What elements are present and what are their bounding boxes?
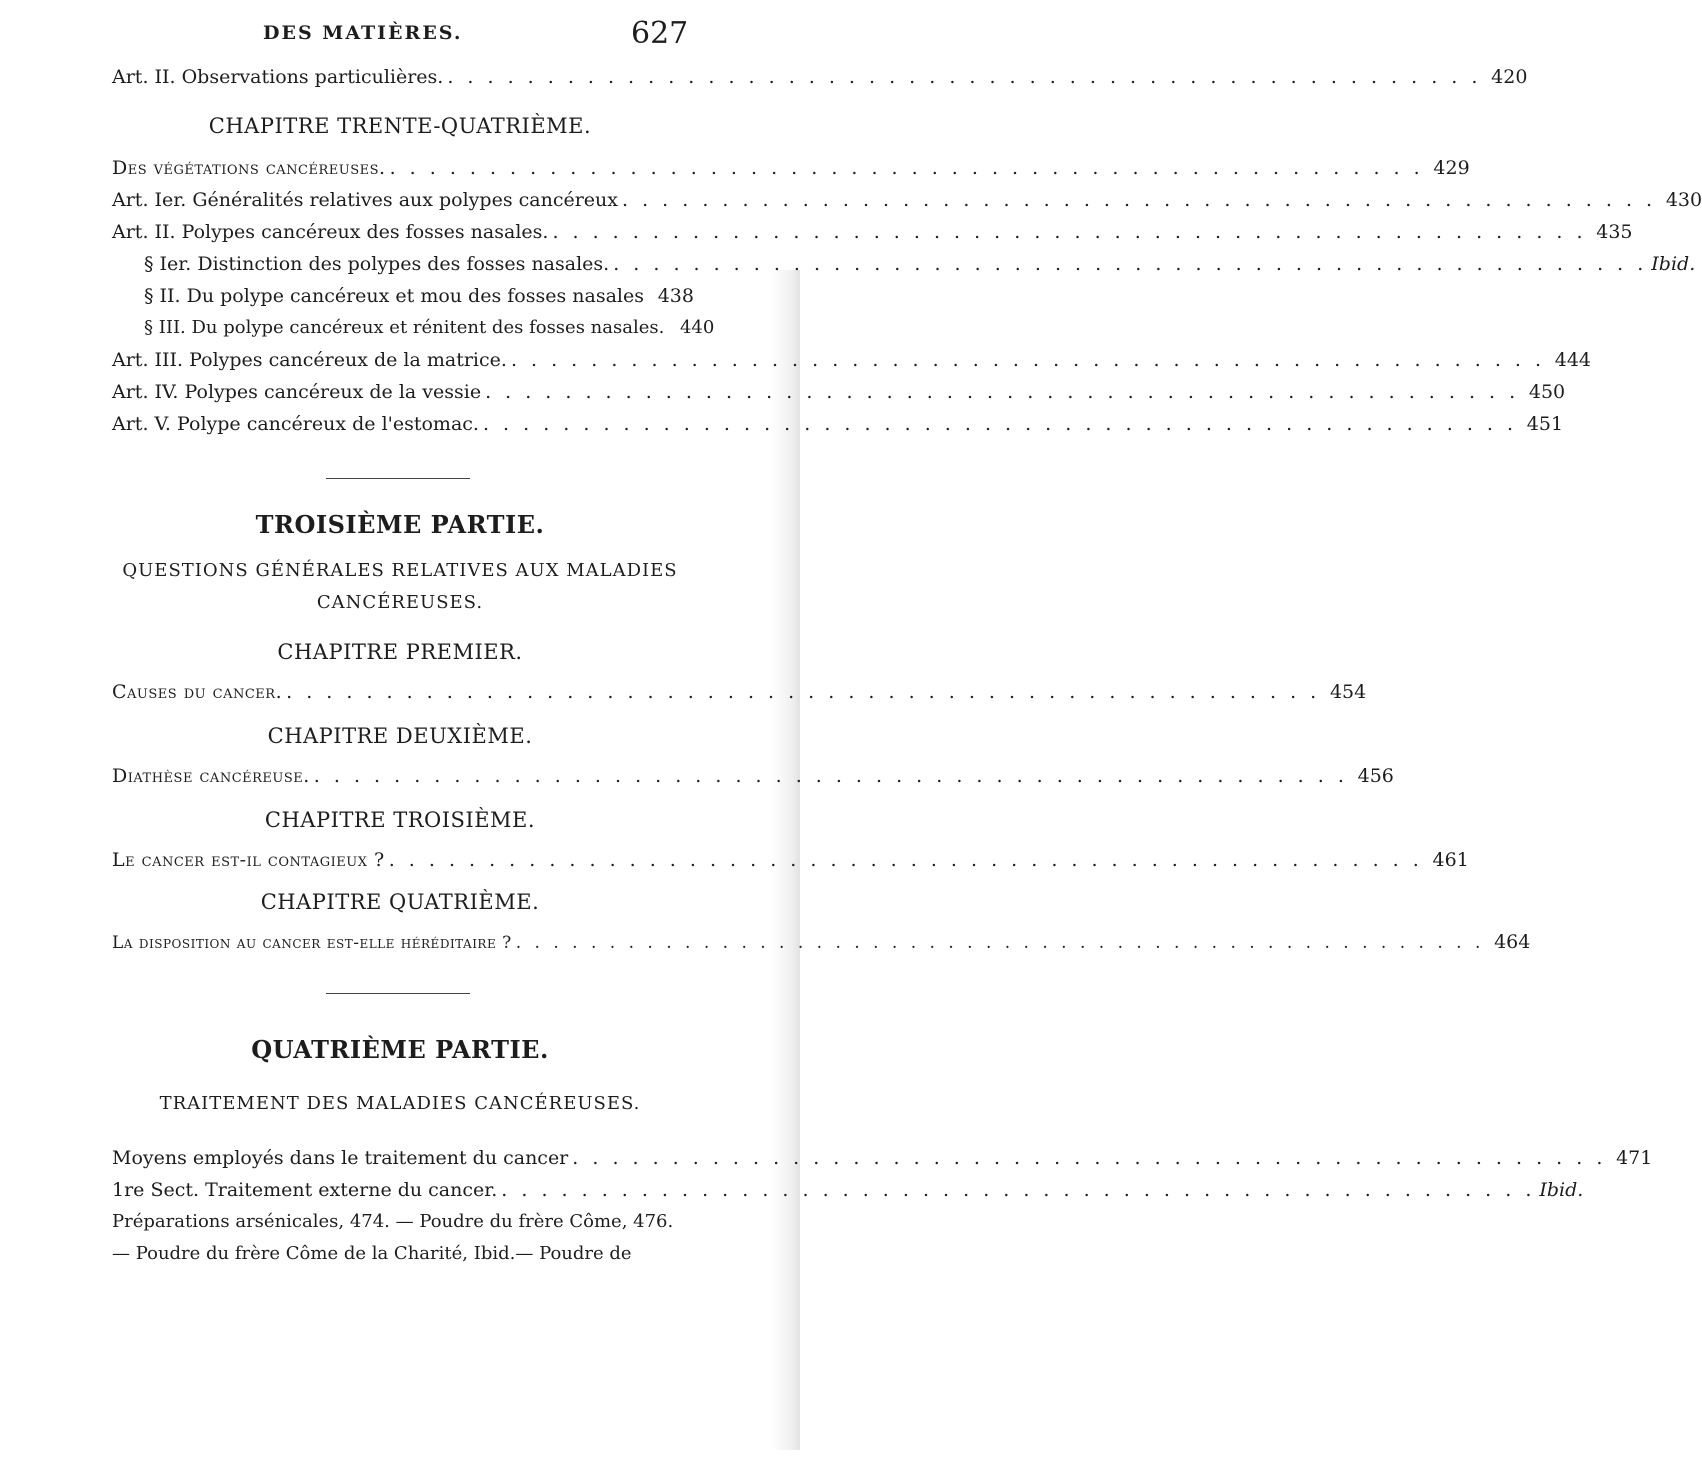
chapter-heading: CHAPITRE PREMIER.: [277, 640, 523, 664]
toc-entry-page: 429: [1433, 157, 1470, 179]
body-paragraph-line: Préparations arsénicales, 474. — Poudre du frère Côme, 476.: [112, 1211, 674, 1232]
toc-entry-label: Diathèse cancéreuse.: [112, 765, 310, 787]
chapter-heading: CHAPITRE QUATRIÈME.: [260, 890, 540, 914]
running-header: [0, 14, 800, 54]
page-number: 627: [631, 16, 689, 51]
toc-entry-page: 444: [1554, 349, 1592, 371]
part-heading: QUATRIÈME PARTIE.: [251, 1035, 549, 1064]
toc-entry: [112, 1179, 1584, 1205]
toc-entry: [112, 157, 1470, 183]
toc-entry-label: Art. II. Observations particulières.: [112, 66, 444, 88]
part-subheading: CANCÉREUSES.: [316, 592, 484, 613]
dot-leader: [314, 765, 1348, 787]
toc-entry: [112, 849, 1469, 875]
toc-entry: [144, 253, 1696, 279]
part-heading: TROISIÈME PARTIE.: [255, 510, 545, 539]
part-subheading: TRAITEMENT DES MALADIES CANCÉREUSES.: [159, 1093, 641, 1114]
dot-leader: [572, 1147, 1606, 1169]
toc-entry: [112, 349, 1592, 375]
toc-entry-page: 450: [1528, 381, 1566, 403]
chapter-heading: CHAPITRE DEUXIÈME.: [267, 724, 533, 748]
chapter-heading: CHAPITRE TROISIÈME.: [264, 808, 536, 832]
dot-leader: [613, 253, 1647, 275]
dot-leader: [622, 189, 1656, 211]
toc-entry-page: 456: [1357, 765, 1394, 787]
toc-entry-page: 464: [1494, 931, 1531, 953]
toc-entry-label: Causes du cancer.: [112, 681, 283, 703]
dot-leader: [552, 221, 1586, 243]
toc-entry-label: Art. Ier. Généralités relatives aux polypes cancéreux: [112, 189, 618, 211]
toc-entry: [112, 189, 1702, 215]
toc-entry-page: 471: [1616, 1147, 1653, 1169]
toc-entry: [112, 931, 1531, 957]
dot-leader: [483, 413, 1517, 435]
toc-entry: [112, 1147, 1653, 1173]
dot-leader: [511, 349, 1545, 371]
toc-entry-label: La disposition au cancer est-elle héréditaire ?: [112, 933, 512, 953]
toc-entry: [144, 285, 694, 311]
part-subheading: QUESTIONS GÉNÉRALES RELATIVES AUX MALADIES: [122, 560, 678, 581]
toc-entry-page: 440: [679, 317, 715, 338]
toc-entry-page: 430: [1665, 189, 1702, 211]
dot-leader: [390, 157, 1424, 179]
toc-entry-page: 454: [1329, 681, 1367, 703]
toc-entry: [112, 765, 1394, 791]
toc-entry-page: Ibid.: [1539, 1179, 1584, 1201]
toc-entry-page: 461: [1432, 849, 1469, 871]
toc-entry-label: Le cancer est-il contagieux ?: [112, 849, 385, 871]
toc-entry-page: 451: [1526, 413, 1564, 435]
toc-entry: [112, 66, 1528, 92]
dot-leader: [447, 66, 1481, 88]
toc-entry: [144, 317, 715, 343]
dot-leader: [389, 849, 1423, 871]
toc-entry: [112, 381, 1566, 407]
toc-entry: [112, 413, 1564, 439]
body-paragraph-line: — Poudre du frère Côme de la Charité, Ibid.— Poudre de: [112, 1243, 632, 1264]
toc-entry: [112, 221, 1633, 247]
dot-leader: [516, 933, 1485, 953]
running-title: DES MATIÈRES.: [263, 22, 463, 44]
toc-entry-label: § II. Du polype cancéreux et mou des fosses nasales: [144, 285, 644, 307]
toc-entry-label: 1re Sect. Traitement externe du cancer.: [112, 1179, 498, 1201]
dot-leader: [485, 381, 1519, 403]
toc-entry-label: Art. IV. Polypes cancéreux de la vessie: [112, 381, 482, 403]
toc-entry: [112, 681, 1367, 707]
dot-leader: [501, 1179, 1535, 1201]
toc-entry-page: 438: [657, 285, 694, 307]
toc-entry-label: § Ier. Distinction des polypes des fosses nasales.: [144, 253, 610, 275]
toc-entry-label: Art. II. Polypes cancéreux des fosses nasales.: [112, 221, 549, 243]
toc-entry-page: Ibid.: [1651, 253, 1696, 275]
toc-entry-page: 420: [1491, 66, 1528, 88]
dot-leader: [286, 681, 1320, 703]
section-divider: [326, 478, 470, 479]
toc-entry-label: § III. Du polype cancéreux et rénitent des fosses nasales.: [144, 317, 665, 338]
toc-entry-label: Art. III. Polypes cancéreux de la matrice.: [112, 349, 507, 371]
toc-entry-label: Art. V. Polype cancéreux de l'estomac.: [112, 413, 479, 435]
toc-entry-page: 435: [1596, 221, 1633, 243]
toc-entry-label: Moyens employés dans le traitement du cancer: [112, 1147, 569, 1169]
section-divider: [326, 993, 470, 994]
toc-entry-label: Des végétations cancéreuses.: [112, 157, 386, 179]
chapter-heading: CHAPITRE TRENTE-QUATRIÈME.: [208, 114, 592, 138]
